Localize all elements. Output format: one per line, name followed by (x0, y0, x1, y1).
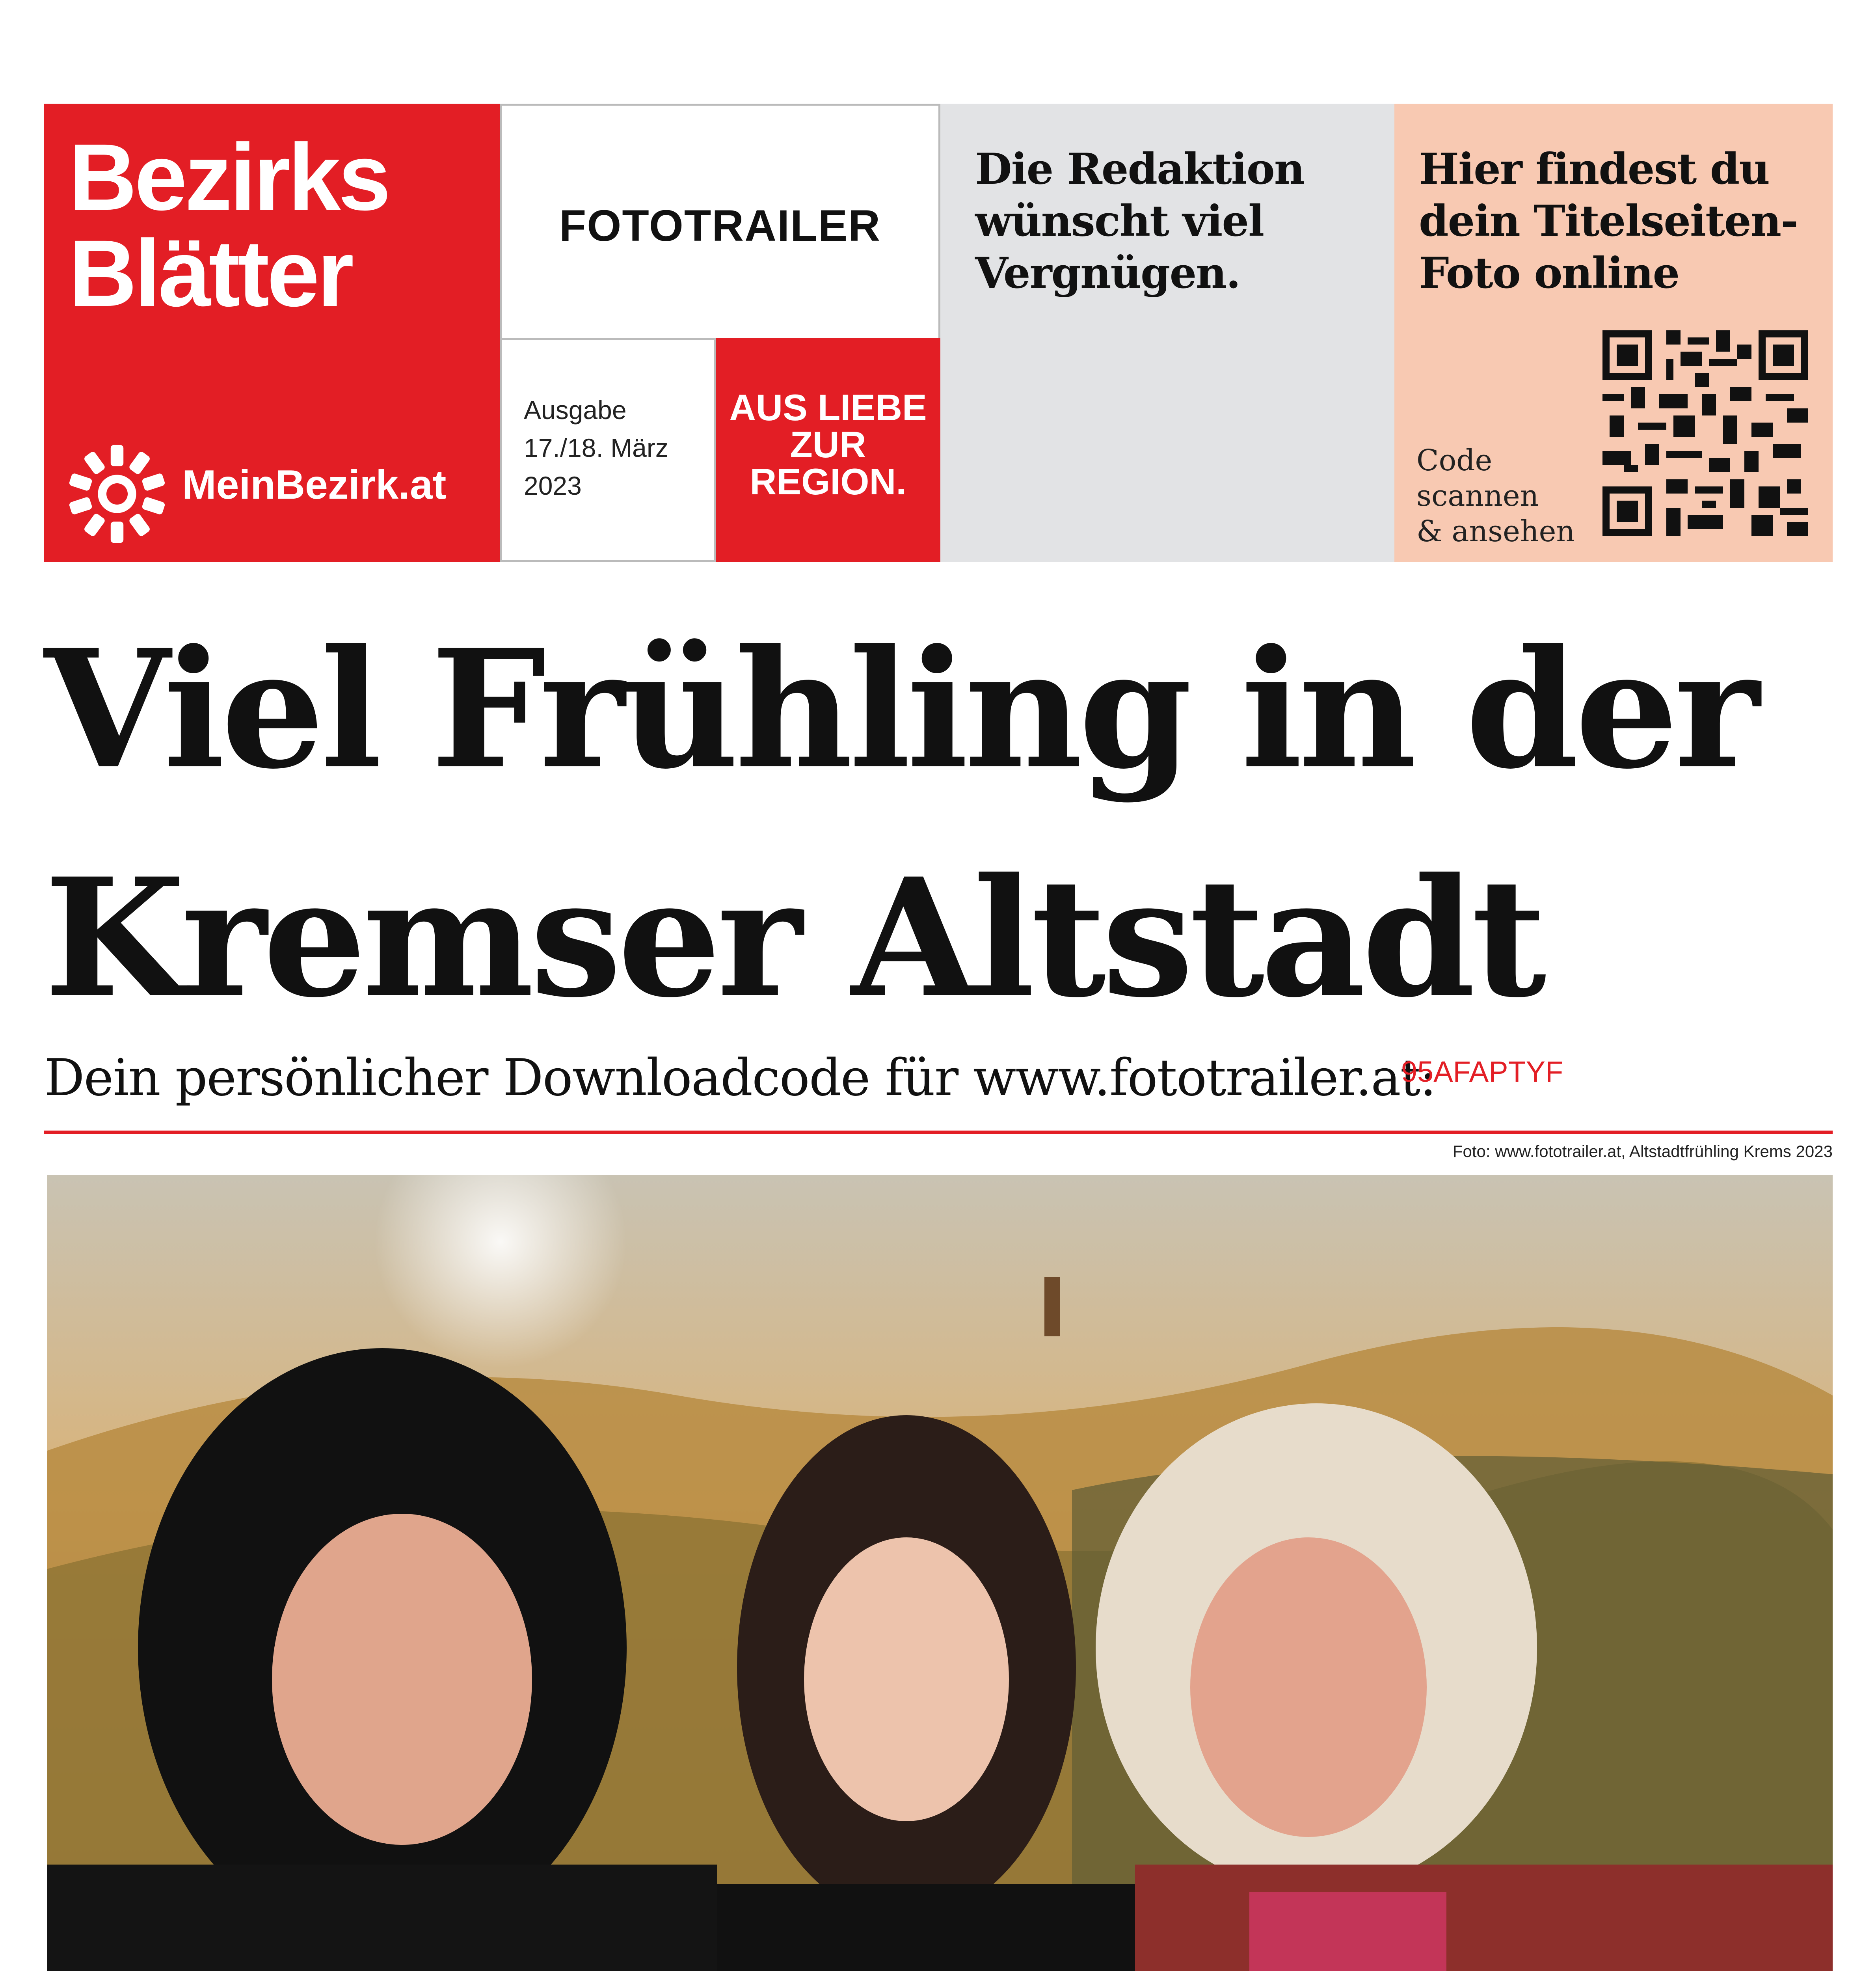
section-panel (500, 104, 940, 338)
issue-panel (500, 338, 716, 562)
slogan-line: AUS LIEBE (729, 387, 927, 428)
divider (44, 1131, 1833, 1134)
headline (44, 595, 1841, 1053)
redaktion-line: Vergnügen. (975, 248, 1240, 298)
section-label: FOTOTRAILER (559, 201, 881, 250)
issue-line: Ausgabe (524, 395, 627, 425)
slogan-panel (716, 338, 940, 562)
qr-code-icon[interactable] (1602, 330, 1808, 536)
brand-name-line-1: Bezirks (69, 124, 389, 230)
qr-caption-line: Code (1416, 443, 1493, 477)
issue-line: 17./18. März (524, 433, 668, 462)
redaktion-message (975, 143, 1304, 299)
qr-caption-line: scannen (1416, 479, 1539, 513)
website-label[interactable]: MeinBezirk.at (182, 462, 447, 508)
titelseite-line: Hier findest du (1419, 144, 1769, 194)
slogan-line: REGION. (750, 461, 906, 502)
headline-line: Kremser Altstadt (44, 843, 1543, 1034)
cover-photo (47, 1175, 1833, 1971)
titelseite-panel (1394, 104, 1833, 562)
titelseite-message (1419, 143, 1798, 299)
issue-date (524, 391, 668, 505)
headline-line: Viel Frühling in der (44, 614, 1756, 805)
titelseite-line: dein Titelseiten- (1419, 196, 1798, 246)
qr-caption (1416, 443, 1575, 549)
brand-logo-panel (44, 104, 500, 562)
qr-caption-line: & ansehen (1416, 514, 1575, 548)
download-code: 95AFAPTYF (1401, 1055, 1563, 1088)
issue-line: 2023 (524, 471, 582, 500)
titelseite-line: Foto online (1419, 248, 1679, 298)
photo-credit: Foto: www.fototrailer.at, Altstadtfrühling Krems 2023 (1452, 1142, 1833, 1161)
brand-name-line-2: Blätter (69, 220, 352, 326)
sunburst-logo-icon (64, 441, 170, 547)
slogan-line: ZUR (790, 424, 866, 465)
redaktion-panel (940, 104, 1394, 562)
redaktion-line: wünscht viel (975, 196, 1264, 246)
redaktion-line: Die Redaktion (975, 144, 1305, 194)
slogan (716, 389, 940, 500)
download-instruction: Dein persönlicher Downloadcode für www.fototrailer.at: (44, 1049, 1436, 1107)
